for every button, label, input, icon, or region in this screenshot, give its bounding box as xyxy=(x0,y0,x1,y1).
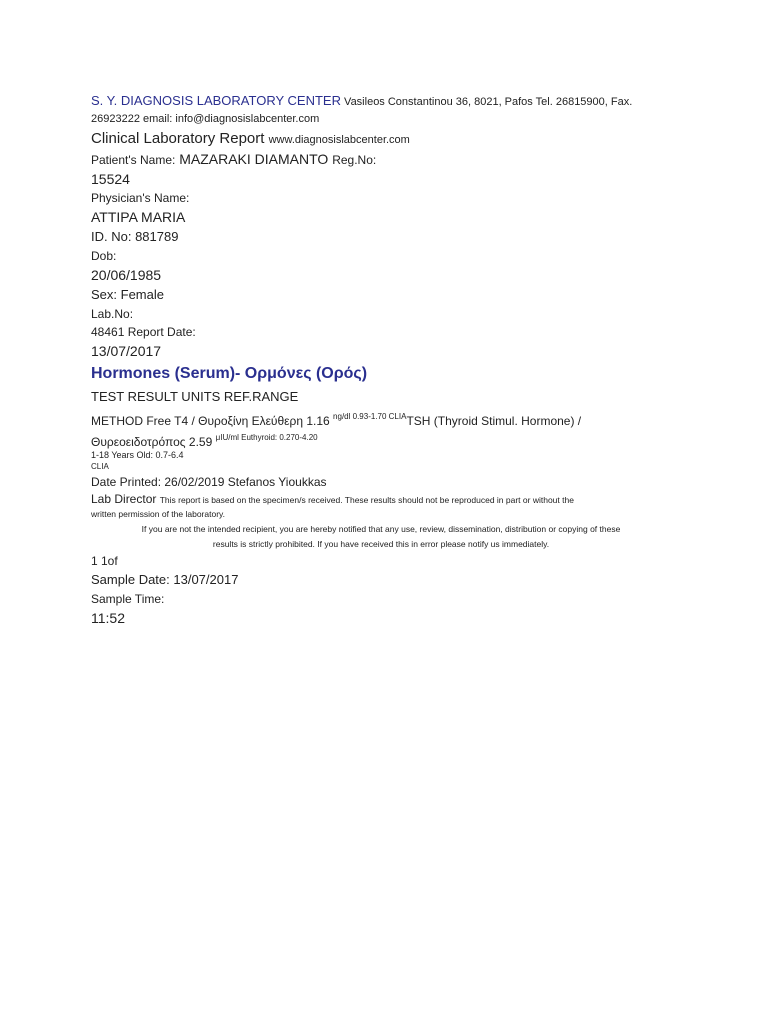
tsh-units-range: μIU/ml Euthyroid: 0.270-4.20 xyxy=(215,433,318,442)
tsh-method: CLIA xyxy=(91,462,109,471)
disclaimer-part2: written permission of the laboratory. xyxy=(91,509,226,519)
tsh-range-note: 1-18 Years Old: 0.7-6.4 xyxy=(91,450,184,460)
lab-director: Lab Director xyxy=(91,492,157,506)
section-title: Hormones (Serum)- Ορμόνες (Ορός) xyxy=(91,365,368,382)
physician-label: Physician's Name: xyxy=(91,191,190,205)
website-link[interactable]: www.diagnosislabcenter.com xyxy=(268,134,410,146)
reg-no-value: 15524 xyxy=(91,171,130,187)
physician-value: ATTIPA MARIA xyxy=(91,209,186,225)
id-no: ID. No: 881789 xyxy=(91,229,179,244)
free-t4-text: METHOD Free T4 / Θυροξίνη Ελεύθερη 1.16 xyxy=(91,414,334,428)
free-t4-units-range: ng/dl 0.93-1.70 xyxy=(333,412,387,421)
reg-no-label: Reg.No: xyxy=(332,153,377,167)
lab-address: Vasileos Constantinou 36, 8021, Pafos Tel. 26815900, Fax. xyxy=(344,96,633,108)
page-number: 1 1of xyxy=(91,554,118,568)
lab-name: S. Y. DIAGNOSIS LABORATORY CENTER xyxy=(91,93,341,108)
lab-no-label: Lab.No: xyxy=(91,307,134,321)
dob-label: Dob: xyxy=(91,249,117,263)
test-line-free-t4 xyxy=(91,407,691,427)
patient-name-label: Patient's Name: xyxy=(91,153,176,167)
lab-no-report-date-label: 48461 Report Date: xyxy=(91,325,196,339)
sex: Sex: Female xyxy=(91,287,164,302)
test-line-tsh xyxy=(91,427,691,449)
patient-name-value: MAZARAKI DIAMANTO xyxy=(179,151,329,167)
sample-date: Sample Date: 13/07/2017 xyxy=(91,572,239,587)
disclaimer-part4: results is strictly prohibited. If you have received this in error please notify us immediately. xyxy=(212,539,550,549)
lab-director-line xyxy=(91,491,691,507)
tsh-result: Θυρεοειδοτρόπος 2.59 xyxy=(91,435,216,449)
disclaimer-part1: This report is based on the specimen/s received. These results should not be reproduced in part or without the xyxy=(159,495,574,505)
sample-time-value: 11:52 xyxy=(91,610,125,626)
date-printed: Date Printed: 26/02/2019 Stefanos Yioukkas xyxy=(91,475,327,489)
lab-header xyxy=(91,92,691,110)
tsh-text: TSH (Thyroid Stimul. Hormone) / xyxy=(406,414,582,428)
column-headers: TEST RESULT UNITS REF.RANGE xyxy=(91,389,299,404)
lab-contact: 26923222 email: info@diagnosislabcenter.com xyxy=(91,113,320,125)
sample-time-label: Sample Time: xyxy=(91,592,165,606)
free-t4-method: CLIA xyxy=(386,412,407,421)
report-date-value: 13/07/2017 xyxy=(91,343,162,359)
report-title: Clinical Laboratory Report xyxy=(91,130,265,147)
disclaimer-part3: If you are not the intended recipient, you are hereby notified that any use, review, dissemination, distribution or copying of these xyxy=(141,524,621,534)
lab-report-page xyxy=(91,92,691,628)
patient-name-line xyxy=(91,149,691,169)
dob-value: 20/06/1985 xyxy=(91,267,162,283)
report-title-line xyxy=(91,129,691,149)
